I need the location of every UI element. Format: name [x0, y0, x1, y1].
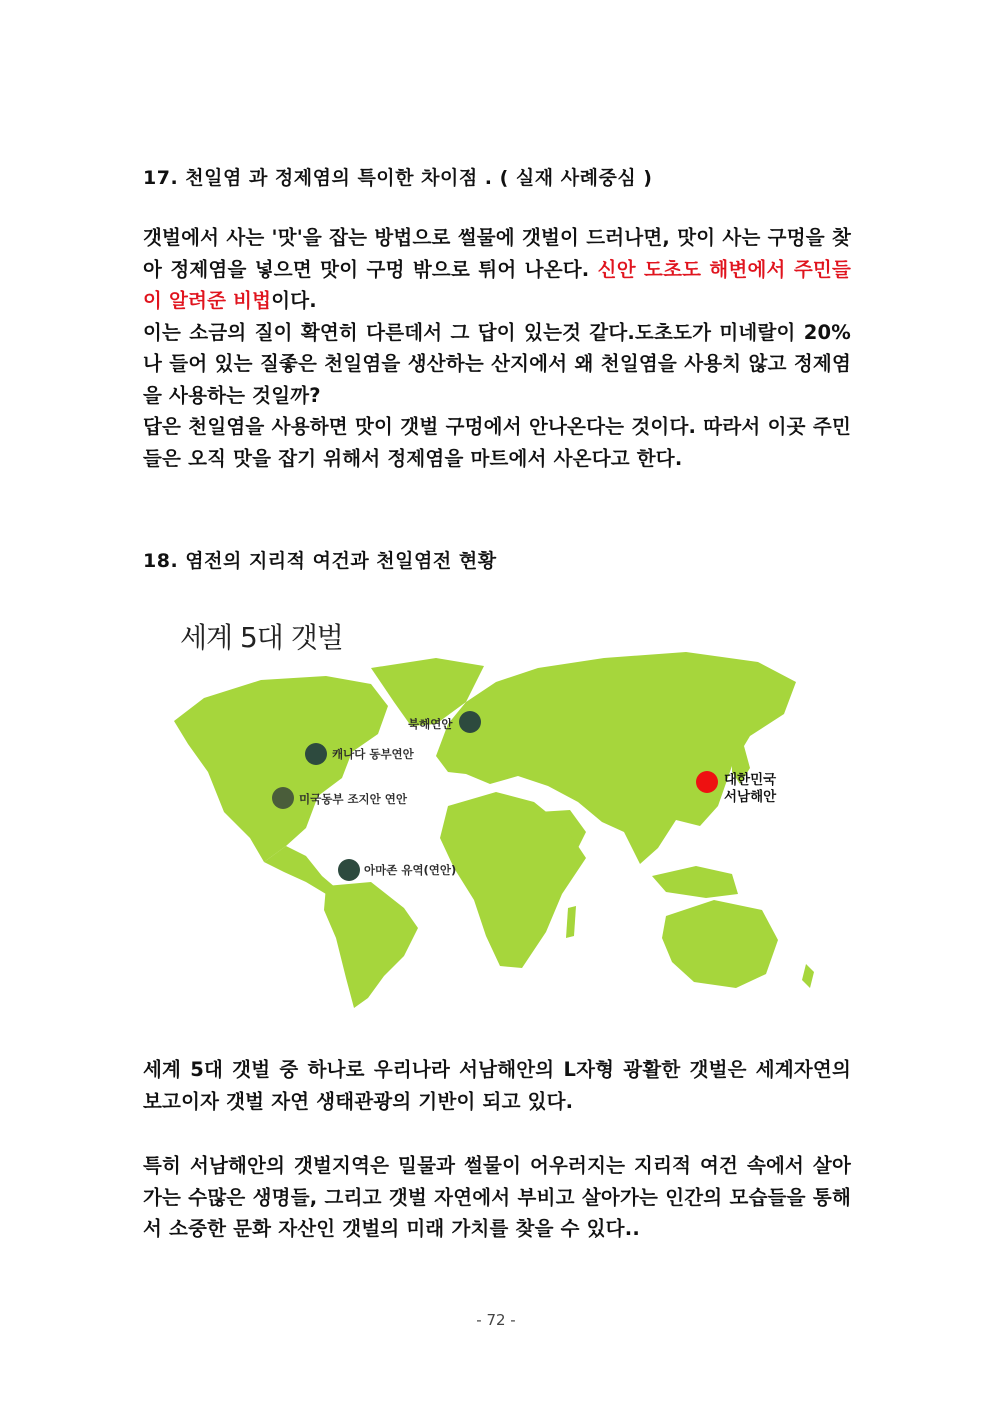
marker-korea-southwest [696, 771, 718, 793]
label-amazon: 아마존 유역(연안) [364, 863, 457, 877]
marker-north-sea [459, 711, 481, 733]
section-18-paragraph-1 [143, 1054, 851, 1117]
paragraph-text: 갯벌에서 사는 '맛'을 잡는 방법으로 썰물에 갯벌이 드러나면, 맛이 사는 구멍을 찾아 정제염을 넣으면 맛이 구멍 밖으로 튀어 나온다. [143, 226, 851, 281]
world-landmass [174, 652, 814, 1008]
section-17-paragraph-1 [143, 222, 851, 317]
section-17-paragraph-3: 답은 천일염을 사용하면 맛이 갯벌 구멍에서 안나온다는 것이다. 따라서 이곳 주민들은 오직 맛을 잡기 위해서 정제염을 마트에서 사온다고 한다. [143, 415, 851, 470]
label-korea-line-2: 서남해안 [724, 789, 777, 805]
label-north-sea: 북해연안 [408, 717, 453, 731]
label-korea-line-1: 대한민국 [724, 772, 777, 788]
section-17-heading: 17. 천일염 과 정제염의 특이한 차이점 . ( 실재 사례중심 ) [143, 167, 653, 189]
paragraph-text-end: 이다. [271, 289, 317, 312]
world-map-graphic [166, 606, 834, 1011]
marker-amazon [338, 859, 360, 881]
marker-us-georgia [272, 787, 294, 809]
label-us-georgia: 미국동부 조지안 연안 [299, 792, 407, 806]
page-number: - 72 - [476, 1311, 516, 1329]
label-canada-east: 캐나다 동부연안 [332, 747, 414, 761]
label-korea-southwest [724, 772, 776, 806]
section-17-paragraph-2: 이는 소금의 질이 확연히 다른데서 그 답이 있는것 같다.도초도가 미네랄이 20%나 들어 있는 질좋은 천일염을 생산하는 산지에서 왜 천일염을 사용치 않고 정제염을 사용하는 것일까? [143, 320, 851, 407]
paragraph-text: 세계 5대 갯벌 중 하나로 우리나라 서남해안의 L자형 광활한 갯벌은 세계자연의 보고이자 갯벌 자연 생태관광의 기반이 되고 있다. [143, 1058, 851, 1113]
section-18-heading: 18. 염전의 지리적 여건과 천일염전 현황 [143, 550, 497, 572]
highlighted-text: 신안 도초도 해변에서 주민들이 알려준 비법 [143, 257, 851, 312]
section-18-paragraph-2 [143, 1150, 851, 1245]
map-title: 세계 5대 갯벌 [180, 621, 343, 654]
section-17-body [143, 222, 851, 474]
paragraph-text: 특히 서남해안의 갯벌지역은 밀물과 썰물이 어우러지는 지리적 여건 속에서 살아가는 수많은 생명들, 그리고 갯벌 자연에서 부비고 살아가는 인간의 모습들을 통해서 소중한 문화 자산인 갯벌의 미래 가치를 찾을 수 있다.. [143, 1154, 851, 1240]
marker-canada-east [305, 743, 327, 765]
world-tidal-flats-map [166, 606, 834, 1011]
